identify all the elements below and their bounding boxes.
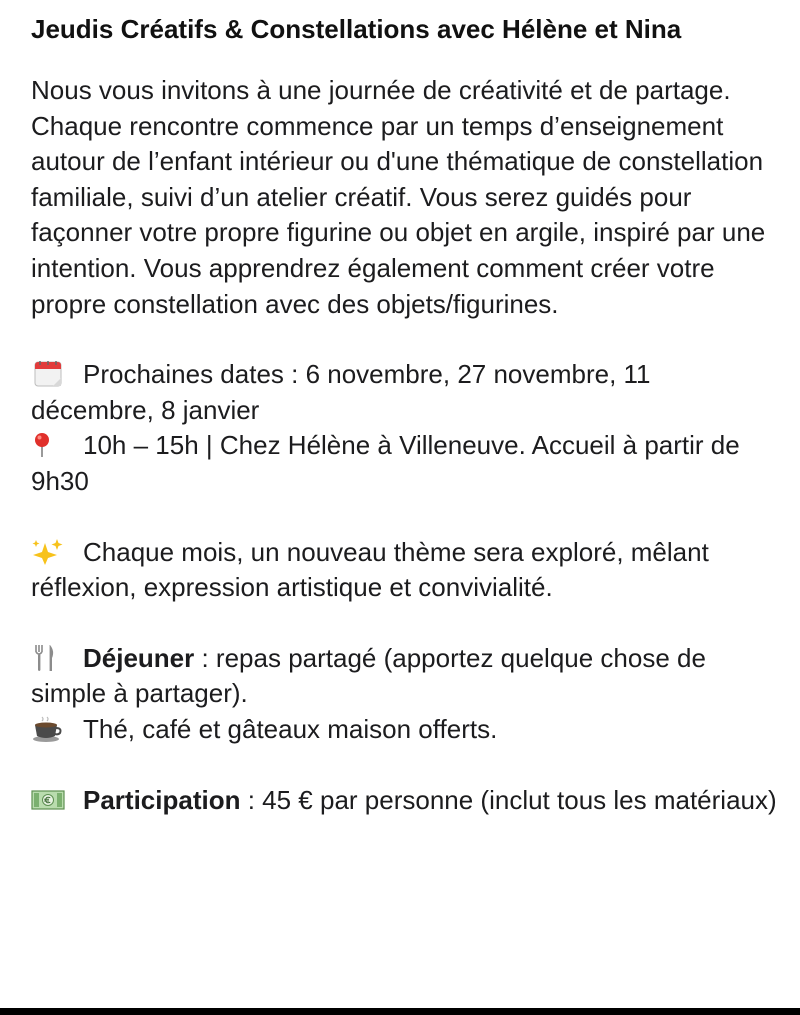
pin-icon — [31, 432, 65, 458]
price-text: : 45 € par personne (inclut tous les matériaux) — [240, 784, 777, 815]
price-label: Participation — [83, 784, 241, 815]
drinks-text: Thé, café et gâteaux maison offerts. — [83, 713, 498, 744]
calendar-icon — [31, 361, 65, 387]
lunch-label: Déjeuner — [83, 642, 195, 673]
schedule-block — [31, 357, 780, 499]
fork-knife-icon — [31, 645, 65, 671]
post-title: Jeudis Créatifs & Constellations avec Hélène et Nina — [31, 14, 682, 44]
banknote-icon — [31, 787, 65, 813]
sparkles-icon — [31, 539, 65, 565]
dates-text: Prochaines dates : 6 novembre, 27 novembre, 11 décembre, 8 janvier — [31, 359, 651, 425]
dates-line — [31, 357, 780, 428]
hot-beverage-icon — [31, 716, 65, 742]
theme-text: Chaque mois, un nouveau thème sera exploré, mêlant réflexion, expression artistique et convivialité. — [31, 536, 709, 603]
lunch-text: : repas partagé (apportez quelque chose de simple à partager). — [31, 642, 706, 709]
lunch-line — [31, 641, 780, 712]
theme-block — [31, 535, 780, 606]
meals-block — [31, 641, 780, 748]
drinks-line — [31, 712, 780, 748]
bottom-frame — [0, 1008, 800, 1015]
intro-paragraph: Nous vous invitons à une journée de créativité et de partage. Chaque rencontre commence par un temps d’enseignement autour de l’enfant intérieur ou d'une thématique de constellation familiale, suivi d’un atelier créatif. Vous serez guidés pour façonner votre propre figurine ou objet en argile, inspiré par une intention. Vous apprendrez également comment créer votre propre constellation avec des objets/figurines. — [31, 75, 766, 319]
price-block — [31, 783, 780, 819]
location-line — [31, 428, 780, 499]
location-text: 10h – 15h | Chez Hélène à Villeneuve. Accueil à partir de 9h30 — [31, 430, 740, 496]
